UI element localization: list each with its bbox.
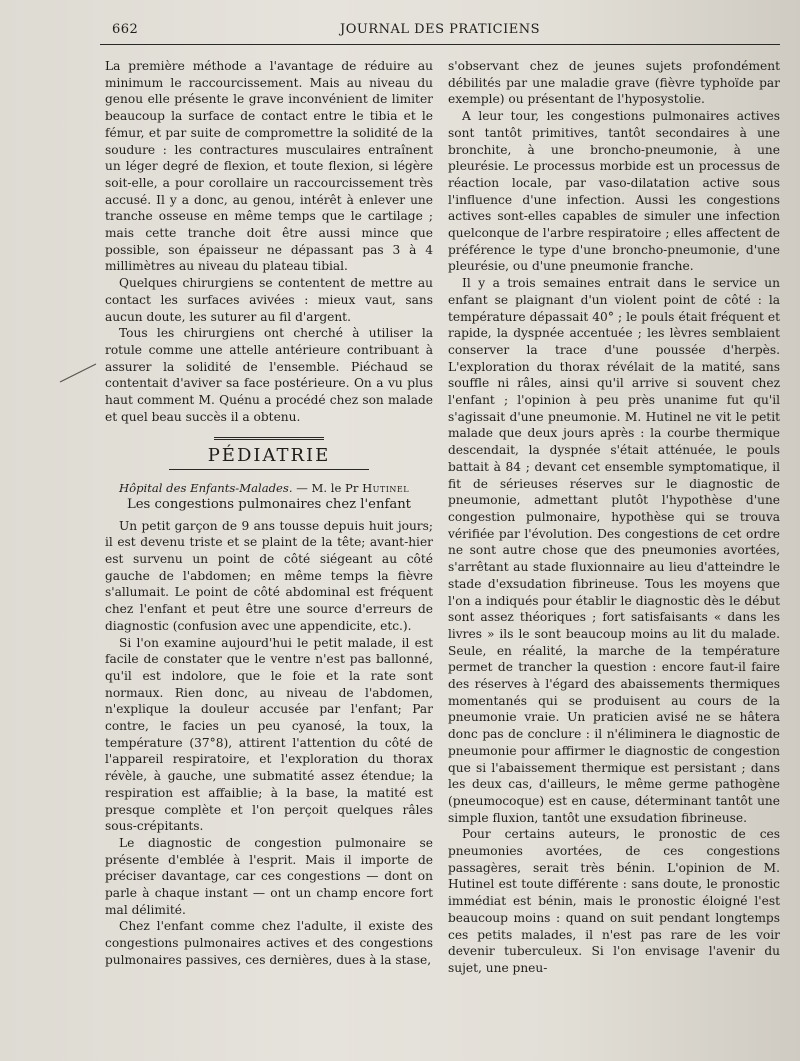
paragraph: Pour certains auteurs, le pronostic de ces pneumonies avortées, de ces congestions passagères, serait très bénin. L'opinion de M. Hutinel est toute différente : sans doute, le pronostic immédiat est bénin, mais le pronostic éloigné l'est beaucoup moins : quand on suit pendant longtemps ces petits malades, il n'est pas rare de les voir devenir tuberculeux. Si l'on envisage l'avenir du sujet, une pneu- (448, 827, 780, 975)
right-column (448, 58, 780, 977)
left-column (105, 58, 433, 969)
paragraph: s'observant chez de jeunes sujets profondément débilités par une maladie grave (fièvre typhoïde par exemple) ou présentant de l'hyposystolie. (448, 59, 780, 107)
paragraph: Si l'on examine aujourd'hui le petit malade, il est facile de constater que le ventre n'est pas ballonné, qu'il est indolore, que le foie et la rate sont normaux. Rien donc, au niveau de l'abdomen, n'explique la douleur accusée par l'enfant; Par contre, le facies un peu cyanosé, la toux, la température (37°8), attirent l'attention du côté de l'appareil respiratoire, et l'exploration du thorax révèle, à gauche, une submatité assez étendue; la respiration est affaiblie; à la base, la matité est presque complète et l'on perçoit quelques râles sous-crépitants. (105, 635, 433, 834)
running-header (100, 18, 780, 45)
professor-name: Hutinel (362, 481, 410, 496)
section-rule (169, 469, 369, 470)
paragraph: Un petit garçon de 9 ans tousse depuis huit jours; il est devenu triste et se plaint de la tête; avant-hier est survenu un point de côté siégeant au côté gauche de l'abdomen; en même temps la fièvre s'allumait. Le point de côté abdominal est fréquent chez l'enfant et peut être une source d'erreurs de diagnostic (confusion avec une appendicite, etc.). (105, 518, 433, 633)
hospital-name: Hôpital des Enfants-Malades. (119, 481, 293, 496)
article-title: Les congestions pulmonaires chez l'enfant (126, 496, 411, 512)
paragraph: A leur tour, les congestions pulmonaires actives sont tantôt primitives, tantôt secondaires à une bronchite, à une broncho-pneumonie, à une pleurésie. Le processus morbide est un processus de réaction locale, par vaso-dilatation active sous l'influence d'une infection. Aussi les congestions actives sont-elles capables de simuler une infection quelconque de l'arbre respiratoire ; elles affectent de préférence le type d'une broncho-pneumonie, d'une pleurésie, ou d'une pneumonie franche. (448, 109, 780, 274)
section-divider (214, 437, 324, 442)
journal-title: JOURNAL DES PRATICIENS (340, 22, 540, 37)
paragraph: Quelques chirurgiens se contentent de mettre au contact les surfaces avivées : mieux vaut, sans aucun doute, les suturer au fil d'argent. (105, 276, 433, 324)
byline-dash: — M. le Pr (292, 481, 363, 496)
paragraph: Il y a trois semaines entrait dans le service un enfant se plaignant d'un violent point de côté : la température dépassait 40° ; le pouls était fréquent et rapide, la dyspnée accentuée ; les lèvres semblaient conserver la trace d'une poussée d'herpès. L'exploration du thorax révélait de la matité, sans souffle ni râles, ainsi qu'il arrive si souvent chez l'enfant ; l'opinion à peu près unanime fut qu'il s'agissait d'une pneumonie. M. Hutinel ne vit le petit malade que deux jours après : la courbe thermique descendait, la dyspnée s'était atténuée, le pouls battait à 84 ; devant cet ensemble symptomatique, il fit de sérieuses réserves sur le diagnostic de pneumonie, admettant plutôt l'hypothèse d'une congestion pulmonaire, hypothèse qui se trouva vérifiée par l'évolution. Des congestions de cet ordre ne sont autre chose que des pneumonies avortées, s'arrêtant au stade fluxionnaire au lieu d'atteindre le stade d'exsudation fibrineuse. Tous les moyens que l'on a indiqués pour établir le diagnostic dès le début sont assez théoriques ; fort satisfaisants « dans les livres » ils le sont beaucoup moins au lit du malade. Seule, en réalité, la marche de la température permet de trancher la question : encore faut-il faire des réserves à l'égard des abaissements thermiques momentanés qui se produisent au cours de la pneumonie vraie. Un praticien avisé ne se hâtera donc pas de conclure : il n'éliminera le diagnostic de pneumonie pour affirmer le diagnostic de congestion que si l'abaissement thermique est persistant ; dans les deux cas, d'ailleurs, le même germe pathogène (pneumocoque) est en cause, déterminant tantôt une simple fluxion, tantôt une exsudation fibrineuse. (448, 276, 780, 825)
pencil-margin-mark-icon (58, 360, 98, 384)
paragraph: Le diagnostic de congestion pulmonaire se présente d'emblée à l'esprit. Mais il importe de préciser davantage, car ces congestions — dont on parle à chaque instant — ont un champ encore fort mal délimité. (105, 835, 433, 917)
hospital-byline (105, 480, 433, 497)
page-number: 662 (112, 22, 139, 37)
section-title: PÉDIATRIE (207, 445, 331, 467)
paragraph: La première méthode a l'avantage de réduire au minimum le raccourcissement. Mais au niveau du genou elle présente le grave inconvénient de limiter beaucoup la surface de contact entre le tibia et le fémur, et par suite de compromettre la solidité de la soudure : les contractures musculaires entraînent un léger degré de flexion, et toute flexion, si légère soit-elle, a pour corollaire un raccourcissement très accusé. Il y a donc, au genou, intérêt à enlever une tranche osseuse en même temps que le cartilage ; mais cette tranche doit être aussi mince que possible, son épaisseur ne dépassant pas 3 à 4 millimètres au niveau du plateau tibial. (105, 59, 433, 274)
paragraph: Tous les chirurgiens ont cherché à utiliser la rotule comme une attelle antérieure contribuant à assurer la solidité de l'ensemble. Piéchaud se contentait d'aviver sa face postérieure. On a vu plus haut comment M. Quénu a procédé chez son malade et quel beau succès il a obtenu. (105, 326, 433, 424)
paragraph: Chez l'enfant comme chez l'adulte, il existe des congestions pulmonaires actives et des congestions pulmonaires passives, ces dernières, dues à la stase, (105, 919, 433, 967)
